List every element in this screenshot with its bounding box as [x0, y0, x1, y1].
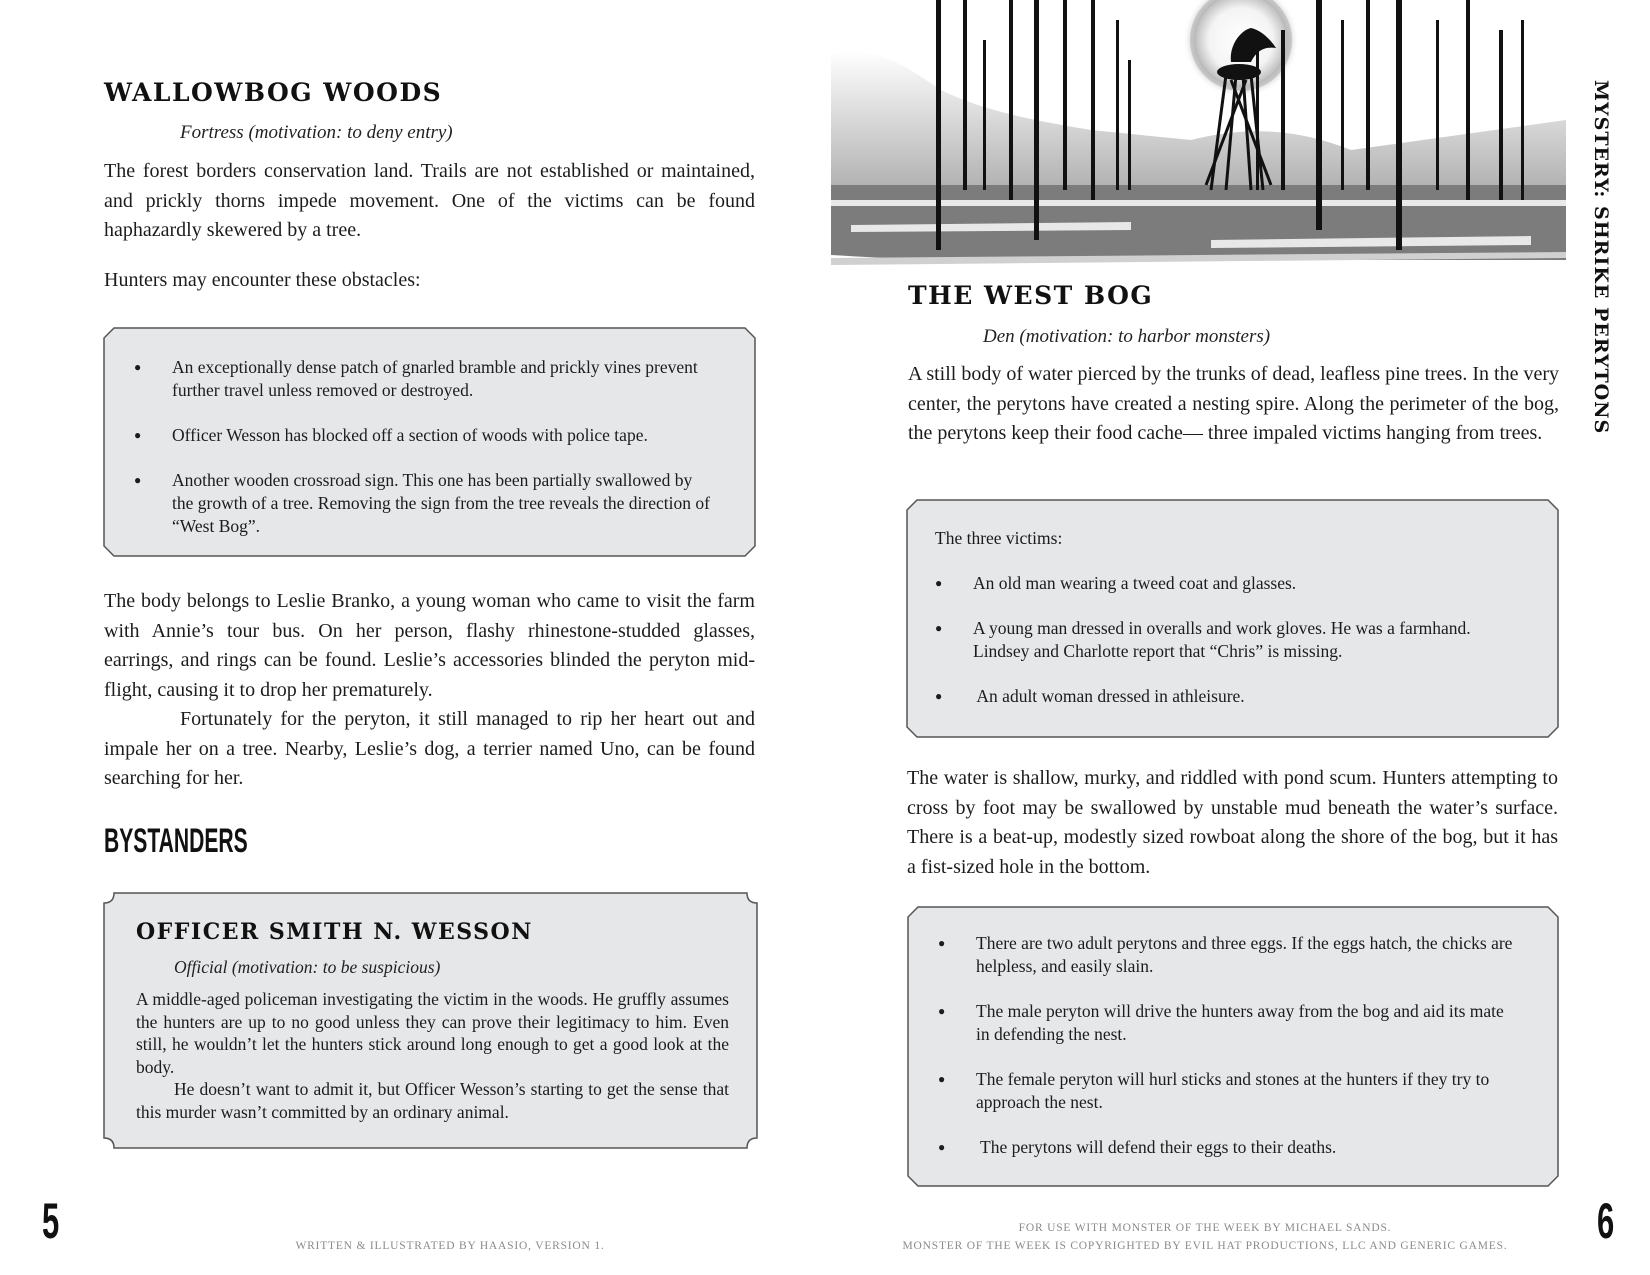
obstacles-box	[104, 328, 755, 556]
victims-list	[935, 572, 1528, 708]
bullet-icon: ●	[134, 473, 142, 487]
bullet-icon: ●	[935, 621, 943, 635]
page-number-left: 5	[42, 1193, 60, 1249]
npc-description: A middle-aged policeman investigating the victim in the woods. He gruffly assumes the hunters are up to no good unless they can prove their legitimacy to him. Even still, he wouldn’t let the hunters stick around long enough to get a good look at the body.	[136, 989, 729, 1077]
victims-box	[907, 500, 1558, 737]
list-item: ● The perytons will defend their eggs to their deaths.	[938, 1137, 1337, 1157]
list-item: ● Officer Wesson has blocked off a section of woods with police tape.	[134, 425, 648, 445]
swamp-illustration	[831, 0, 1566, 292]
location-motivation: Fortress (motivation: to deny entry)	[180, 122, 453, 143]
peryton-facts-box	[908, 907, 1558, 1186]
location-motivation: Den (motivation: to harbor monsters)	[983, 326, 1271, 347]
footer-license-line-1: FOR USE WITH MONSTER OF THE WEEK BY MICHAEL SANDS.	[1018, 1222, 1392, 1234]
location-description: The forest borders conservation land. Trails are not established or maintained, and prickly thorns impede movement. One of the victims can be found haphazardly skewered by a tree.	[104, 160, 755, 241]
victim-description-continued: Fortunately for the peryton, it still managed to rip her heart out and impale her on a tree. Nearby, Leslie’s dog, a terrier named Uno, can be found searching for her.	[104, 708, 755, 789]
page-number-right: 6	[1597, 1193, 1615, 1249]
npc-box-wesson	[104, 893, 757, 1148]
bullet-icon: ●	[935, 689, 943, 703]
list-item: ● An exceptionally dense patch of gnarled bramble and prickly vines prevent further travel unless removed or destroyed.	[134, 357, 698, 400]
bullet-icon: ●	[134, 360, 142, 374]
obstacles-list	[134, 356, 715, 538]
list-item: ● There are two adult perytons and three eggs. If the eggs hatch, the chicks are helpless, and easily slain.	[938, 933, 1513, 976]
water-description: The water is shallow, murky, and riddled with pond scum. Hunters attempting to cross by foot may be swallowed by unstable mud beneath the water’s surface. There is a beat-up, modestly sized rowboat along the shore of the bog, but it has a fist-sized hole in the bottom.	[907, 767, 1558, 878]
location-description: A still body of water pierced by the trunks of dead, leafless pine trees. In the very center, the perytons have created a nesting spire. Along the perimeter of the bog, the perytons keep their food cache— three impaled victims hanging from trees.	[908, 363, 1559, 444]
location-title-west-bog: THE WEST BOG	[908, 281, 1154, 310]
peryton-nest-image	[831, 0, 1566, 292]
footer-credits: WRITTEN & ILLUSTRATED BY HAASIO, VERSION 1.	[295, 1240, 605, 1252]
list-item: ● Another wooden crossroad sign. This one has been partially swallowed by the growth of a tree. Removing the sign from the tree reveals the direction of “West Bog”.	[134, 470, 710, 536]
victims-intro: The three victims:	[935, 528, 1063, 548]
npc-description-continued: He doesn’t want to admit it, but Officer Wesson’s starting to get the sense that this murder wasn’t committed by an ordinary animal.	[136, 1079, 729, 1122]
npc-motivation: Official (motivation: to be suspicious)	[174, 957, 441, 977]
bullet-icon: ●	[938, 936, 946, 950]
list-item: ● The male peryton will drive the hunters away from the bog and aid its mate in defending the nest.	[938, 1001, 1504, 1044]
obstacles-intro: Hunters may encounter these obstacles:	[104, 269, 421, 291]
peryton-facts-list	[938, 932, 1518, 1159]
chapter-side-title: MYSTERY: SHRIKE PERYTONS	[1590, 80, 1612, 435]
list-item: ● An old man wearing a tweed coat and glasses.	[935, 573, 1297, 593]
bystanders-heading: BYSTANDERS	[104, 822, 248, 860]
list-item: ● The female peryton will hurl sticks and stones at the hunters if they try to approach the nest.	[938, 1069, 1490, 1112]
location-title-wallowbog: WALLOWBOG WOODS	[104, 78, 443, 107]
npc-name: OFFICER SMITH N. WESSON	[136, 919, 533, 945]
list-item: ● An adult woman dressed in athleisure.	[935, 686, 1245, 706]
bullet-icon: ●	[938, 1140, 946, 1154]
bullet-icon: ●	[938, 1004, 946, 1018]
bullet-icon: ●	[938, 1072, 946, 1086]
bullet-icon: ●	[134, 428, 142, 442]
footer-license-line-2: MONSTER OF THE WEEK IS COPYRIGHTED BY EVIL HAT PRODUCTIONS, LLC AND GENERIC GAMES.	[902, 1240, 1508, 1252]
victim-description: The body belongs to Leslie Branko, a young woman who came to visit the farm with Annie’s tour bus. On her person, flashy rhinestone-studded glasses, earrings, and rings can be found. Leslie’s accessories blinded the peryton mid-flight, causing it to drop her prematurely.	[104, 590, 755, 701]
list-item: ● A young man dressed in overalls and work gloves. He was a farmhand. Lindsey and Charlotte report that “Chris” is missing.	[935, 618, 1471, 661]
bullet-icon: ●	[935, 576, 943, 590]
